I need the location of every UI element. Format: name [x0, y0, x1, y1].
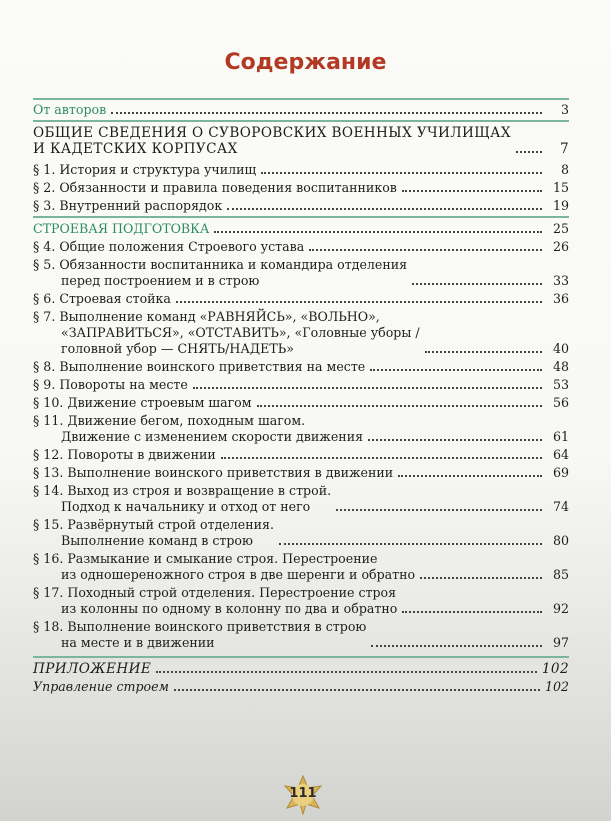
- toc-page-number: 15: [552, 180, 569, 195]
- toc-entry[interactable]: [33, 447, 569, 463]
- dot-leader: [214, 231, 542, 233]
- section-divider: [33, 656, 569, 658]
- toc-entry-title: И КАДЕТСКИХ КОРПУСАХ: [33, 141, 238, 157]
- dot-leader: [174, 689, 540, 691]
- toc-entry-title: § 2. Обязанности и правила поведения воспитанников: [33, 180, 397, 195]
- toc-entry-title: «ЗАПРАВИТЬСЯ», «ОТСТАВИТЬ», «Головные уборы /: [61, 325, 420, 340]
- toc-entry-title: из одношереножного строя в две шеренги и обратно: [61, 567, 416, 582]
- section-divider: [33, 120, 569, 122]
- toc-page-number: 64: [552, 447, 569, 462]
- dot-leader: [420, 577, 542, 579]
- toc-entry[interactable]: [33, 162, 569, 178]
- toc-entry-title: § 4. Общие положения Строевого устава: [33, 239, 305, 254]
- dot-leader: [309, 249, 542, 251]
- toc-entry-title: § 3. Внутренний распорядок: [33, 198, 223, 213]
- toc-entry[interactable]: [33, 395, 569, 411]
- toc-page-number: 7: [559, 141, 569, 157]
- dot-leader: [425, 351, 542, 353]
- toc-entry-title: из колонны по одному в колонну по два и обратно: [61, 601, 398, 616]
- section-divider: [33, 216, 569, 218]
- toc-entry-title: головной убор — СНЯТЬ/НАДЕТЬ»: [61, 341, 294, 356]
- toc-page-number: 25: [552, 221, 569, 236]
- toc-entry-title: § 8. Выполнение воинского приветствия на месте: [33, 359, 366, 374]
- dot-leader: [371, 645, 542, 647]
- toc-page-number: 40: [552, 341, 569, 356]
- toc-page-number: 3: [560, 102, 569, 117]
- dot-leader: [193, 387, 542, 389]
- toc-entry[interactable]: [33, 465, 569, 481]
- dot-leader: [368, 439, 542, 441]
- toc-page-number: 53: [552, 377, 569, 392]
- toc-page-number: 33: [552, 273, 569, 288]
- toc-entry[interactable]: [33, 257, 569, 289]
- dot-leader: [370, 369, 542, 371]
- toc-entry-title: § 15. Развёрнутый строй отделения.: [33, 517, 274, 532]
- toc-entry[interactable]: [33, 377, 569, 393]
- toc-entry[interactable]: [33, 239, 569, 255]
- dot-leader: [402, 190, 542, 192]
- toc-entry[interactable]: [33, 551, 569, 583]
- dot-leader: [156, 671, 537, 673]
- toc-entry-title: ОБЩИЕ СВЕДЕНИЯ О СУВОРОВСКИХ ВОЕННЫХ УЧИЛИЩАХ: [33, 125, 511, 141]
- toc-entry-title: § 18. Выполнение воинского приветствия в строю: [33, 619, 367, 634]
- dot-leader: [279, 543, 542, 545]
- toc-entry[interactable]: [33, 221, 569, 237]
- page-number-badge: [281, 775, 325, 815]
- dot-leader: [227, 208, 542, 210]
- toc-page-number: 102: [544, 679, 569, 694]
- toc-entry[interactable]: [33, 359, 569, 375]
- toc-page-number: 19: [552, 198, 569, 213]
- page-number: 111: [289, 786, 317, 801]
- page-title: Содержание: [224, 50, 387, 75]
- dot-leader: [176, 301, 542, 303]
- toc-page-number: 74: [552, 499, 569, 514]
- section-divider: [33, 98, 569, 100]
- toc-entry-title: СТРОЕВАЯ ПОДГОТОВКА: [33, 221, 210, 236]
- toc-entry[interactable]: [33, 291, 569, 307]
- toc-entry[interactable]: [33, 483, 569, 515]
- toc-entry-title: § 6. Строевая стойка: [33, 291, 171, 306]
- toc-entry-title: § 7. Выполнение команд «РАВНЯЙСЬ», «ВОЛЬНО»,: [33, 309, 380, 324]
- dot-leader: [221, 457, 542, 459]
- toc-page-number: 92: [552, 601, 569, 616]
- toc-entry-title: § 17. Походный строй отделения. Перестроение строя: [33, 585, 397, 600]
- dot-leader: [402, 611, 542, 613]
- toc-entry-title: на месте и в движении: [61, 635, 215, 650]
- toc-page-number: 56: [552, 395, 569, 410]
- toc-entry[interactable]: [33, 619, 569, 651]
- toc-entry-title: Выполнение команд в строю: [61, 533, 253, 548]
- toc-entry-title: Подход к начальнику и отход от него: [61, 499, 311, 514]
- toc-entry-title: § 1. История и структура училищ: [33, 162, 257, 177]
- toc-page-number: 8: [560, 162, 569, 177]
- toc-entry-title: § 9. Повороты на месте: [33, 377, 188, 392]
- toc-entry[interactable]: [33, 661, 569, 677]
- toc-entry-title: От авторов: [33, 102, 107, 117]
- toc-entry[interactable]: [33, 180, 569, 196]
- toc-entry-title: § 12. Повороты в движении: [33, 447, 216, 462]
- toc-entry-title: Управление строем: [33, 679, 169, 694]
- toc-entry[interactable]: [33, 679, 569, 695]
- dot-leader: [516, 151, 542, 153]
- dot-leader: [398, 475, 542, 477]
- toc-page-number: 69: [552, 465, 569, 480]
- toc-page-number: 26: [552, 239, 569, 254]
- toc-entry[interactable]: [33, 125, 569, 157]
- toc-entry-title: Движение с изменением скорости движения: [61, 429, 364, 444]
- toc-entry-title: перед построением и в строю: [61, 273, 260, 288]
- toc-entry[interactable]: [33, 309, 569, 357]
- dot-leader: [412, 283, 542, 285]
- toc-page-number: 97: [552, 635, 569, 650]
- dot-leader: [257, 405, 542, 407]
- toc-entry-title: § 5. Обязанности воспитанника и командира отделения: [33, 257, 408, 272]
- dot-leader: [261, 172, 542, 174]
- toc-entry-title: § 16. Размыкание и смыкание строя. Перестроение: [33, 551, 378, 566]
- toc-entry[interactable]: [33, 413, 569, 445]
- toc-page-number: 61: [552, 429, 569, 444]
- dot-leader: [111, 112, 542, 114]
- toc-entry-title: ПРИЛОЖЕНИЕ: [33, 661, 152, 677]
- toc-page-number: 48: [552, 359, 569, 374]
- toc-entry[interactable]: [33, 198, 569, 214]
- toc-entry-title: § 13. Выполнение воинского приветствия в движении: [33, 465, 394, 480]
- dot-leader: [336, 509, 542, 511]
- toc-page-number: 102: [541, 661, 569, 677]
- toc-entry[interactable]: [33, 102, 569, 118]
- toc-entry-title: § 11. Движение бегом, походным шагом.: [33, 413, 306, 428]
- toc-entry[interactable]: [33, 517, 569, 549]
- toc-entry-title: § 10. Движение строевым шагом: [33, 395, 252, 410]
- toc-page-number: 85: [552, 567, 569, 582]
- toc-entry-title: § 14. Выход из строя и возвращение в строй.: [33, 483, 332, 498]
- table-of-contents: [33, 98, 569, 697]
- toc-page-number: 36: [552, 291, 569, 306]
- toc-entry[interactable]: [33, 585, 569, 617]
- toc-page-number: 80: [552, 533, 569, 548]
